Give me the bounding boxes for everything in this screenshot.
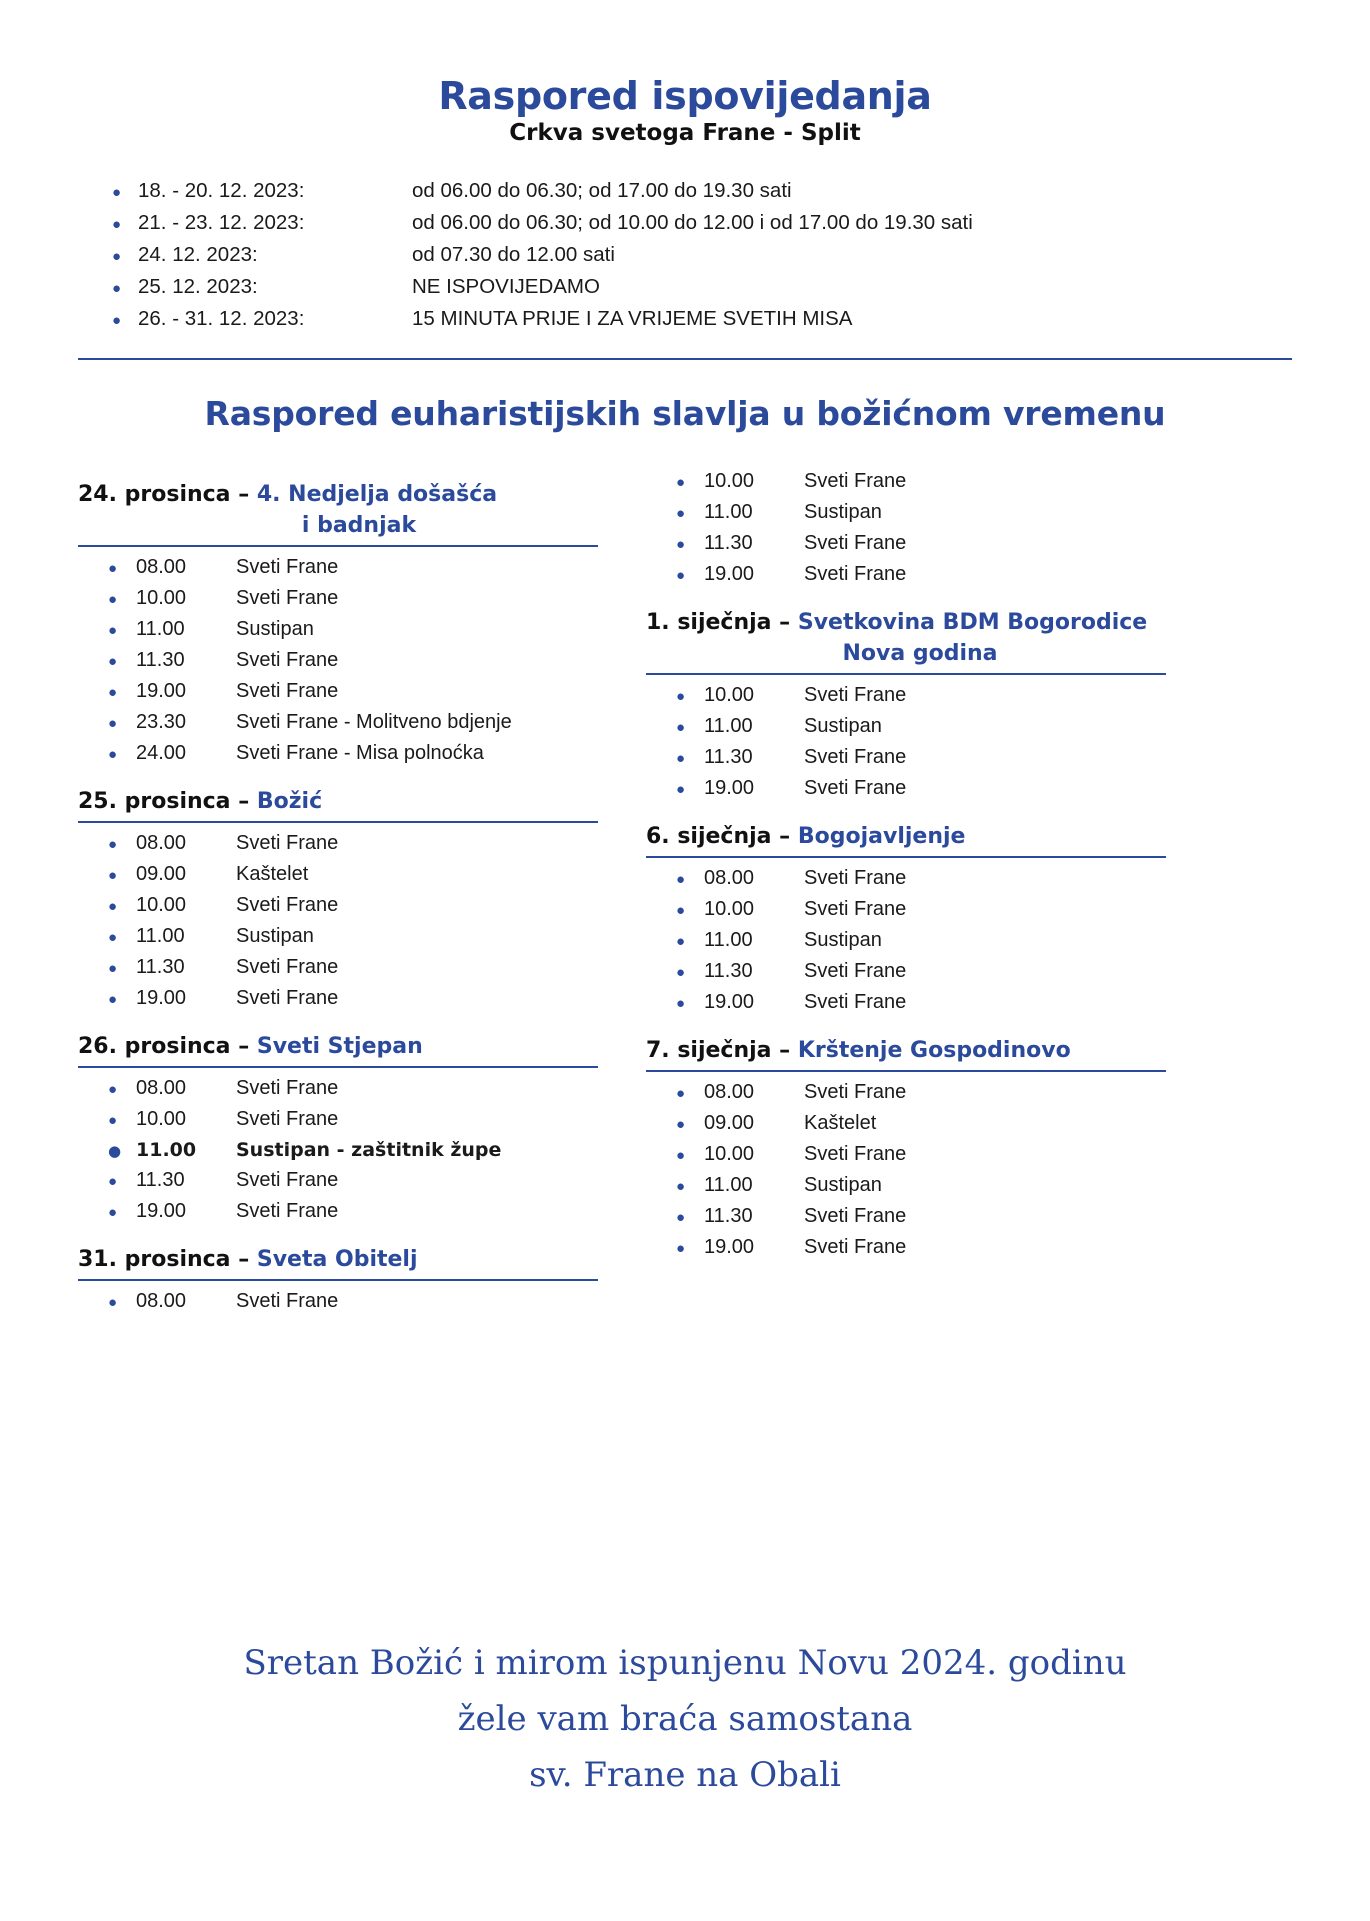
mass-row [676, 467, 1166, 498]
mass-row [108, 1074, 598, 1105]
bullet-icon: ● [108, 622, 118, 639]
bullet-icon: ● [676, 474, 686, 491]
mass-time: 10.00 [136, 587, 187, 609]
day-heading [646, 607, 1166, 669]
confession-time: 15 MINUTA PRIJE I ZA VRIJEME SVETIH MISA [412, 307, 853, 330]
mass-row [676, 1109, 1166, 1140]
mass-time: 08.00 [136, 1290, 187, 1312]
day-heading [78, 1031, 598, 1062]
mass-row [676, 1140, 1166, 1171]
mass-time: 08.00 [136, 832, 187, 854]
bullet-icon: ● [108, 1173, 118, 1190]
mass-time: 09.00 [136, 863, 187, 885]
mass-list [108, 1074, 598, 1228]
page-subtitle: Crkva svetoga Frane - Split [509, 120, 861, 146]
bullet-icon: ● [676, 536, 686, 553]
day-feast-name: Bogojavljenje [797, 824, 966, 849]
confession-schedule-list [112, 176, 1292, 336]
day-date-label: 1. siječnja – [646, 610, 798, 635]
section-heading: Raspored euharistijskih slavlja u božićnom vremenu [204, 394, 1166, 433]
bullet-icon: ● [676, 1178, 686, 1195]
confession-row [112, 240, 1292, 272]
mass-place: Sveti Frane [804, 470, 907, 492]
mass-place: Sveti Frane [804, 532, 907, 554]
footer-line-1: Sretan Božić i mirom ispunjenu Novu 2024. godinu [243, 1643, 1127, 1683]
mass-row [676, 1171, 1166, 1202]
mass-time: 11.30 [136, 956, 185, 978]
mass-place: Sustipan [804, 1174, 882, 1196]
mass-row [676, 1202, 1166, 1233]
mass-place: Sveti Frane - Misa polnoćka [236, 742, 484, 764]
mass-place: Sveti Frane [804, 1205, 907, 1227]
bullet-icon: ● [112, 312, 122, 329]
day-date-label: 31. prosinca – [78, 1247, 257, 1272]
mass-time: 24.00 [136, 742, 187, 764]
confession-row [112, 304, 1292, 336]
mass-place: Sveti Frane [804, 746, 907, 768]
mass-row [676, 774, 1166, 805]
mass-place: Sveti Frane [236, 832, 339, 854]
mass-time: 11.30 [136, 649, 185, 671]
day-feast-name: Božić [256, 789, 323, 814]
bullet-icon: ● [108, 653, 118, 670]
day-divider [78, 545, 598, 547]
mass-time: 11.30 [704, 532, 753, 554]
mass-time: 19.00 [136, 987, 187, 1009]
mass-row [108, 739, 598, 770]
confession-row [112, 176, 1292, 208]
mass-place: Sveti Frane [236, 956, 339, 978]
bullet-icon: ● [676, 933, 686, 950]
mass-time: 23.30 [136, 711, 187, 733]
confession-date: 26. - 31. 12. 2023: [138, 307, 305, 330]
mass-row [676, 864, 1166, 895]
day-divider [78, 1279, 598, 1281]
confession-date: 21. - 23. 12. 2023: [138, 211, 305, 234]
mass-place: Kaštelet [236, 863, 309, 885]
confession-date: 24. 12. 2023: [138, 243, 258, 266]
mass-place: Sveti Frane [236, 649, 339, 671]
bullet-icon: ● [108, 1204, 118, 1221]
day-date-label: 26. prosinca – [78, 1034, 257, 1059]
bullet-icon: ● [108, 1081, 118, 1098]
day-divider [78, 821, 598, 823]
bullet-icon: ● [108, 746, 118, 763]
bullet-icon: ● [108, 591, 118, 608]
mass-row [108, 953, 598, 984]
mass-row [676, 926, 1166, 957]
mass-list [108, 829, 598, 1015]
mass-place: Sveti Frane [236, 987, 339, 1009]
day-block [646, 821, 1166, 1019]
day-heading [78, 479, 598, 541]
footer-line-3: sv. Frane na Obali [529, 1755, 841, 1795]
mass-place: Sveti Frane [236, 1290, 339, 1312]
day-divider [646, 673, 1166, 675]
bullet-icon: ● [108, 898, 118, 915]
bullet-icon: ● [676, 1116, 686, 1133]
day-block [646, 1035, 1166, 1264]
mass-place: Sveti Frane [804, 1236, 907, 1258]
mass-time: 10.00 [704, 684, 755, 706]
schedule-columns [78, 463, 1292, 1326]
day-feast-name: Krštenje Gospodinovo [797, 1038, 1071, 1063]
day-feast-name: Svetkovina BDM Bogorodice [797, 610, 1148, 635]
bullet-icon: ● [108, 1112, 118, 1129]
day-date-label: 25. prosinca – [78, 789, 257, 814]
confession-date: 25. 12. 2023: [138, 275, 258, 298]
mass-time: 11.00 [704, 929, 753, 951]
mass-row [108, 1136, 598, 1166]
schedule-column-right [646, 463, 1166, 1272]
day-block [78, 1031, 598, 1228]
mass-time: 09.00 [704, 1112, 755, 1134]
mass-place: Sveti Frane [804, 991, 907, 1013]
bullet-icon: ● [112, 248, 122, 265]
mass-time: 08.00 [704, 1081, 755, 1103]
bullet-icon: ● [108, 836, 118, 853]
day-feast-name: Sveta Obitelj [256, 1247, 418, 1272]
mass-place: Sveti Frane [804, 1081, 907, 1103]
mass-place: Sveti Frane [804, 563, 907, 585]
footer-line-2: žele vam braća samostana [457, 1699, 913, 1739]
mass-time: 11.30 [704, 746, 753, 768]
mass-time: 19.00 [704, 1236, 755, 1258]
bullet-icon: ● [676, 1240, 686, 1257]
bullet-icon: ● [676, 688, 686, 705]
mass-place: Sveti Frane [804, 1143, 907, 1165]
mass-place: Sustipan [804, 929, 882, 951]
bullet-icon: ● [676, 719, 686, 736]
mass-row [108, 677, 598, 708]
bullet-icon: ● [108, 684, 118, 701]
mass-place: Sveti Frane [236, 587, 339, 609]
mass-place: Kaštelet [804, 1112, 877, 1134]
bullet-icon: ● [676, 1147, 686, 1164]
day-divider [646, 856, 1166, 858]
mass-time: 11.00 [704, 501, 753, 523]
mass-row [108, 615, 598, 646]
day-date-label: 7. siječnja – [646, 1038, 798, 1063]
mass-place: Sveti Frane [236, 1077, 339, 1099]
confession-time: NE ISPOVIJEDAMO [412, 275, 600, 298]
bullet-icon: ● [676, 567, 686, 584]
mass-row [108, 984, 598, 1015]
bullet-icon: ● [676, 871, 686, 888]
mass-place: Sveti Frane [804, 898, 907, 920]
bullet-icon: ● [676, 964, 686, 981]
mass-time: 11.30 [136, 1169, 185, 1191]
mass-row [108, 829, 598, 860]
day-date-label: 24. prosinca – [78, 482, 257, 507]
mass-time: 19.00 [136, 680, 187, 702]
mass-row [676, 681, 1166, 712]
mass-place: Sveti Frane [236, 1108, 339, 1130]
mass-list [676, 1078, 1166, 1264]
day-block [646, 607, 1166, 805]
mass-row [676, 1233, 1166, 1264]
mass-row [108, 1287, 598, 1318]
mass-time: 08.00 [136, 556, 187, 578]
mass-place: Sustipan - zaštitnik župe [236, 1139, 502, 1161]
mass-row [108, 553, 598, 584]
day-divider [646, 1070, 1166, 1072]
confession-row [112, 208, 1292, 240]
mass-place: Sveti Frane [804, 867, 907, 889]
mass-time: 10.00 [704, 898, 755, 920]
day-heading [646, 1035, 1166, 1066]
mass-time: 11.00 [136, 925, 185, 947]
confession-time: od 06.00 do 06.30; od 10.00 do 12.00 i od 17.00 do 19.30 sati [412, 211, 973, 234]
day-feast-name: Sveti Stjepan [256, 1034, 423, 1059]
footer-greeting [0, 1635, 1370, 1803]
mass-row [108, 646, 598, 677]
bullet-icon: ● [676, 781, 686, 798]
day-date-label: 6. siječnja – [646, 824, 798, 849]
bullet-icon: ● [676, 902, 686, 919]
mass-time: 10.00 [136, 894, 187, 916]
bullet-icon: ● [108, 1142, 122, 1160]
mass-place: Sveti Frane [236, 1200, 339, 1222]
day-block [78, 786, 598, 1015]
bullet-icon: ● [112, 184, 122, 201]
mass-time: 11.00 [136, 618, 185, 640]
confession-time: od 06.00 do 06.30; od 17.00 do 19.30 sati [412, 179, 792, 202]
mass-row [108, 860, 598, 891]
mass-place: Sveti Frane [236, 680, 339, 702]
mass-place: Sveti Frane [804, 777, 907, 799]
page-title: Raspored ispovijedanja [438, 74, 932, 118]
bullet-icon: ● [676, 505, 686, 522]
schedule-column-left [78, 463, 598, 1326]
mass-time: 19.00 [704, 563, 755, 585]
mass-row [108, 1105, 598, 1136]
bullet-icon: ● [108, 960, 118, 977]
mass-row [676, 743, 1166, 774]
mass-time: 11.30 [704, 960, 753, 982]
mass-row [108, 1166, 598, 1197]
bullet-icon: ● [676, 1085, 686, 1102]
bullet-icon: ● [108, 1294, 118, 1311]
mass-time: 08.00 [136, 1077, 187, 1099]
mass-row [676, 988, 1166, 1019]
day-block [78, 479, 598, 770]
mass-row [108, 1197, 598, 1228]
day-heading [78, 1244, 598, 1275]
mass-time: 11.00 [136, 1139, 197, 1161]
bullet-icon: ● [108, 715, 118, 732]
bullet-icon: ● [112, 216, 122, 233]
mass-place: Sveti Frane [236, 556, 339, 578]
bullet-icon: ● [112, 280, 122, 297]
mass-place: Sveti Frane [804, 960, 907, 982]
mass-list-continuation [676, 467, 1166, 591]
mass-time: 11.30 [704, 1205, 753, 1227]
mass-list [676, 864, 1166, 1019]
bullet-icon: ● [676, 1209, 686, 1226]
mass-place: Sveti Frane [236, 1169, 339, 1191]
mass-row [676, 529, 1166, 560]
mass-time: 10.00 [136, 1108, 187, 1130]
mass-time: 19.00 [704, 991, 755, 1013]
mass-time: 11.00 [704, 1174, 753, 1196]
section-divider [78, 358, 1292, 360]
mass-time: 10.00 [704, 470, 755, 492]
mass-time: 11.00 [704, 715, 753, 737]
mass-time: 08.00 [704, 867, 755, 889]
mass-list [676, 681, 1166, 805]
bullet-icon: ● [108, 867, 118, 884]
mass-list [108, 1287, 598, 1318]
mass-place: Sustipan [236, 925, 314, 947]
mass-place: Sustipan [804, 501, 882, 523]
mass-place: Sveti Frane [804, 684, 907, 706]
day-feast-name-line2: i badnjak [301, 513, 417, 538]
day-heading [646, 821, 1166, 852]
bullet-icon: ● [676, 995, 686, 1012]
mass-row [676, 895, 1166, 926]
mass-place: Sveti Frane [236, 894, 339, 916]
day-feast-name-line2: Nova godina [842, 641, 998, 666]
day-divider [78, 1066, 598, 1068]
confession-date: 18. - 20. 12. 2023: [138, 179, 305, 202]
mass-row [108, 891, 598, 922]
mass-row [108, 708, 598, 739]
mass-place: Sveti Frane - Molitveno bdjenje [236, 711, 512, 733]
bullet-icon: ● [108, 929, 118, 946]
mass-place: Sustipan [236, 618, 314, 640]
mass-time: 19.00 [136, 1200, 187, 1222]
day-block [78, 1244, 598, 1318]
mass-place: Sustipan [804, 715, 882, 737]
day-heading [78, 786, 598, 817]
mass-time: 19.00 [704, 777, 755, 799]
bullet-icon: ● [108, 560, 118, 577]
bullet-icon: ● [676, 750, 686, 767]
mass-row [108, 922, 598, 953]
mass-row [676, 1078, 1166, 1109]
confession-time: od 07.30 do 12.00 sati [412, 243, 615, 266]
mass-list [108, 553, 598, 770]
mass-time: 10.00 [704, 1143, 755, 1165]
mass-row [676, 498, 1166, 529]
mass-row [676, 712, 1166, 743]
confession-row [112, 272, 1292, 304]
bullet-icon: ● [108, 991, 118, 1008]
mass-row [676, 957, 1166, 988]
mass-row [676, 560, 1166, 591]
day-feast-name: 4. Nedjelja došašća [256, 482, 498, 507]
mass-row [108, 584, 598, 615]
